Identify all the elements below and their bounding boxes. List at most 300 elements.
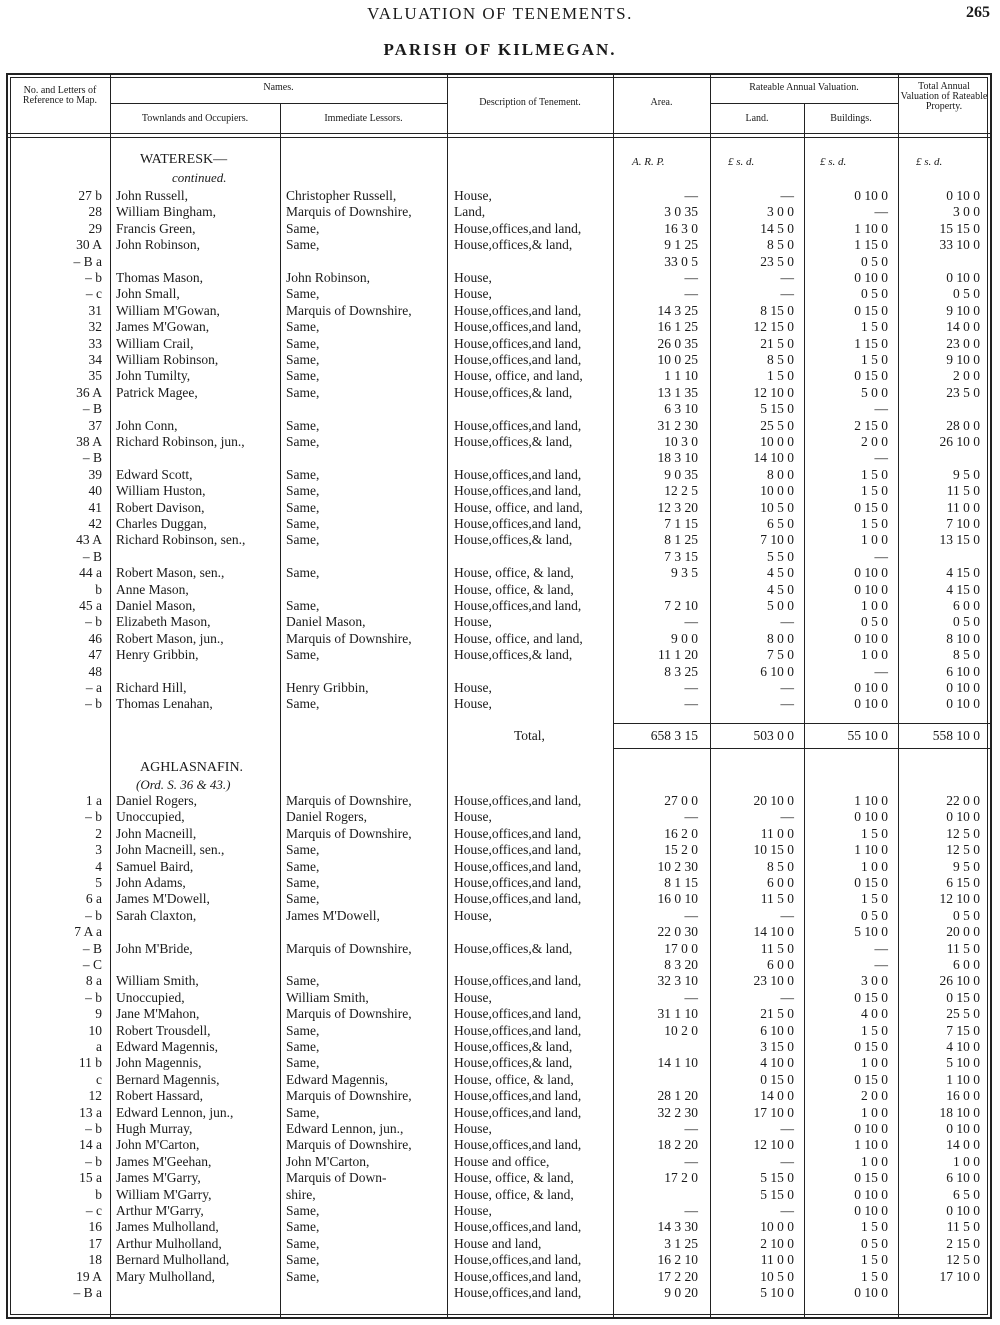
ref-cell: 29 [88,220,102,236]
header-rule [710,103,898,104]
header-rule [110,103,447,104]
ref-cell: 19 A [76,1268,102,1284]
total-cell: 6 0 0 [953,598,980,613]
table-row [8,1187,990,1203]
total-units: £ s. d. [916,156,943,168]
ref-cell: 12 [88,1088,102,1104]
occupier-cell: Hugh Murray, [116,1121,193,1136]
lessor-cell: Same, [286,1104,320,1120]
table-row [8,532,990,548]
occupier-cell: John Russell, [116,188,189,203]
land-cell: — [780,188,794,203]
table-row [8,957,990,973]
lessor-cell: Same, [286,319,320,335]
ref-cell: – b [85,1121,102,1136]
description-cell: House, [454,680,492,695]
total-cell: 23 0 0 [946,335,980,351]
ref-cell: 42 [88,516,102,531]
lessor-cell: Same, [286,1219,320,1235]
area-cell: 16 2 0 [664,825,698,841]
total-cell: 23 5 0 [946,384,980,400]
area-cell: 9 1 25 [664,237,698,253]
land-cell: 8 0 0 [767,630,794,646]
occupier-cell: Edward Magennis, [116,1039,218,1054]
buildings-cell: 1 15 0 [854,237,888,253]
land-cell: 10 0 0 [760,434,794,449]
col-head-ref: No. and Letters of Reference to Map. [22,85,98,106]
land-cell: 5 15 0 [760,1186,794,1202]
description-cell: Land, [454,204,486,220]
occupier-cell: Sarah Claxton, [116,907,197,923]
total-cell: 9 5 0 [953,858,980,874]
table-row [8,908,990,924]
occupier-cell: James M'Gowan, [116,319,210,335]
ref-cell: 35 [88,368,102,384]
total-cell: 9 10 0 [946,352,980,367]
occupier-cell: Richard Robinson, sen., [116,532,246,548]
occupier-cell: Richard Robinson, jun., [116,434,245,449]
total-cell: 4 15 0 [946,581,980,597]
description-cell: House, office, & land, [454,1170,574,1186]
buildings-cell: 1 0 0 [861,647,888,663]
buildings-cell: 0 15 0 [854,1071,888,1087]
area-cell: 10 3 0 [664,434,698,449]
area-cell: 16 1 25 [657,319,698,335]
area-cell: 15 2 0 [664,842,698,858]
ref-cell: – B [82,940,102,956]
buildings-cell: — [874,663,888,679]
occupier-cell: Arthur M'Garry, [116,1203,204,1218]
occupier-cell: Robert Mason, sen., [116,565,225,581]
ref-cell: – B a [73,1285,102,1300]
land-cell: 8 15 0 [760,302,794,318]
ref-cell: b [95,581,102,597]
buildings-cell: 0 10 0 [854,680,888,695]
land-cell: 11 5 0 [760,891,794,907]
buildings-cell: 2 0 0 [861,1088,888,1104]
lessor-cell: Marquis of Downshire, [286,825,412,841]
lessor-cell: Marquis of Downshire, [286,630,412,646]
total-cell: 26 10 0 [939,973,980,989]
land-cell: 11 0 0 [760,825,794,841]
area-cell: 10 2 30 [657,858,698,874]
land-cell: 5 0 0 [767,598,794,613]
description-cell: House, office, & land, [454,565,574,581]
occupier-cell: William Huston, [116,483,206,499]
col-head-area: Area. [650,97,673,108]
table-row [8,450,990,466]
ref-cell: a [96,1039,102,1054]
area-cell: 9 0 20 [664,1285,698,1300]
area-cell: 16 2 10 [657,1252,698,1268]
buildings-cell: 0 15 0 [854,989,888,1005]
lessor-cell: Same, [286,1235,320,1251]
buildings-cell: 0 10 0 [854,270,888,285]
buildings-cell: 0 10 0 [854,630,888,646]
buildings-cell: 1 5 0 [861,825,888,841]
buildings-cell: 0 5 0 [861,286,888,302]
table-row [8,842,990,858]
area-cell: — [684,907,698,923]
buildings-cell: 0 10 0 [854,1121,888,1136]
description-cell: House,offices,and land, [454,220,582,236]
table-row [8,875,990,891]
table-row [8,1170,990,1186]
lessor-cell: Same, [286,598,320,613]
buildings-cell: 1 0 0 [861,598,888,613]
description-cell: House,offices,and land, [454,1006,582,1022]
table-row [8,647,990,663]
land-cell: — [780,809,794,825]
total-cell: 18 10 0 [939,1104,980,1120]
buildings-cell: 0 15 0 [854,1170,888,1186]
total-cell: 5 10 0 [946,1055,980,1071]
lessor-cell: Same, [286,532,320,548]
total-cell: 3 0 0 [953,204,980,220]
area-cell: 28 1 20 [657,1088,698,1104]
table-row [8,352,990,368]
occupier-cell: Edward Lennon, jun., [116,1104,234,1120]
buildings-units: £ s. d. [820,156,847,168]
land-cell: 14 10 0 [753,924,794,940]
description-cell: House,offices,and land, [454,1219,582,1235]
land-cell: 20 10 0 [753,793,794,808]
ref-cell: 33 [88,335,102,351]
description-cell: House,offices,and land, [454,1137,582,1153]
occupier-cell: James M'Garry, [116,1170,201,1186]
area-cell: 10 0 25 [657,352,698,367]
description-cell: House, [454,1121,492,1136]
buildings-cell: 1 5 0 [861,1022,888,1038]
buildings-cell: 1 5 0 [861,1268,888,1284]
table-row [8,1121,990,1137]
total-cell: 0 10 0 [946,696,980,712]
lessor-cell: Same, [286,384,320,400]
area-cell: 8 1 15 [664,875,698,890]
occupier-cell: Edward Scott, [116,466,193,482]
area-cell: 8 3 25 [664,663,698,679]
total-cell: 11 5 0 [946,1219,980,1235]
area-cell: 11 1 20 [658,647,698,663]
total-cell: 4 15 0 [946,565,980,581]
total-cell: 7 15 0 [946,1022,980,1038]
buildings-cell: 1 5 0 [861,516,888,531]
table-row [8,1137,990,1153]
ref-cell: 45 a [79,598,102,613]
lessor-cell: Marquis of Downshire, [286,1137,412,1153]
area-cell: 8 3 20 [664,957,698,972]
table-row [8,500,990,516]
table-row [8,990,990,1006]
occupier-cell: William Bingham, [116,204,216,220]
occupier-cell: John Small, [116,286,180,302]
table-row [8,237,990,253]
buildings-cell: — [874,401,888,417]
description-cell: House,offices,and land, [454,1022,582,1038]
area-cell: 27 0 0 [664,793,698,808]
occupier-cell: James M'Geehan, [116,1153,212,1169]
ref-cell: – b [85,809,102,825]
land-cell: 7 5 0 [767,647,794,663]
buildings-cell: 0 15 0 [854,302,888,318]
area-cell: 7 2 10 [664,598,698,613]
col-head-buildings: Buildings. [830,113,872,124]
land-cell: 5 15 0 [760,1170,794,1186]
ref-cell: 40 [88,483,102,499]
ref-cell: b [95,1186,102,1202]
occupier-cell: Thomas Mason, [116,270,203,285]
buildings-cell: 0 10 0 [854,1203,888,1218]
buildings-cell: 1 0 0 [861,858,888,874]
occupier-cell: Robert Hassard, [116,1088,203,1104]
page-title: VALUATION OF TENEMENTS. [367,4,633,23]
area-cell: 9 3 5 [671,565,698,581]
occupier-cell: Charles Duggan, [116,516,207,531]
area-cell: 7 3 15 [664,548,698,564]
area-cell: 3 1 25 [664,1235,698,1251]
total-cell: 17 10 0 [939,1268,980,1284]
ref-cell: 10 [88,1022,102,1038]
land-cell: 25 5 0 [760,417,794,433]
description-cell: House,offices,and land, [454,319,582,335]
total-cell: 12 5 0 [946,825,980,841]
buildings-cell: 1 10 0 [854,1137,888,1153]
table-row [8,418,990,434]
lessor-cell: Same, [286,891,320,907]
buildings-cell: 0 10 0 [854,809,888,825]
total-area: 658 3 15 [650,728,698,743]
description-cell: House,offices,& land, [454,647,573,663]
ref-cell: 43 A [76,532,102,548]
lessor-cell: Same, [286,1252,320,1268]
total-cell: 12 5 0 [946,1252,980,1268]
ref-cell: – b [85,1153,102,1169]
lessor-cell: Same, [286,875,320,890]
land-cell: 14 10 0 [753,450,794,466]
header-rule [8,137,990,138]
page-number: 265 [966,4,990,21]
total-label: Total, [514,728,545,743]
land-cell: 10 5 0 [760,499,794,515]
table-row [8,434,990,450]
table-row [8,809,990,825]
total-cell: 6 5 0 [953,1186,980,1202]
lessor-cell: Marquis of Downshire, [286,1088,412,1104]
occupier-cell: John Conn, [116,417,178,433]
occupier-cell: John Robinson, [116,237,201,253]
total-cell: 6 10 0 [946,663,980,679]
lessor-cell: Marquis of Downshire, [286,204,412,220]
table-row [8,467,990,483]
total-cell: 0 10 0 [946,1121,980,1136]
land-cell: 14 5 0 [760,220,794,236]
header-rule [8,133,990,134]
total-cell: 2 15 0 [946,1235,980,1251]
area-cell: — [684,270,698,285]
area-cell: 8 1 25 [664,532,698,548]
description-cell: House,offices,and land, [454,417,582,433]
lessor-cell: Marquis of Downshire, [286,302,412,318]
description-cell: House, [454,809,492,825]
land-cell: 5 15 0 [760,401,794,417]
land-cell: 4 10 0 [760,1055,794,1071]
land-cell: 11 5 0 [760,940,794,956]
area-cell: 1 1 10 [664,368,698,384]
lessor-cell: Same, [286,1203,320,1218]
table-row [8,826,990,842]
land-cell: 8 5 0 [767,237,794,253]
area-cell: 32 2 30 [657,1104,698,1120]
ref-cell: – a [85,680,102,695]
land-cell: — [780,286,794,302]
occupier-cell: Unoccupied, [116,989,185,1005]
lessor-cell: William Smith, [286,989,369,1005]
col-head-total: Total Annual Valuation of Rateable Property. [900,81,988,112]
description-cell: House and land, [454,1235,542,1251]
lessor-cell: Same, [286,335,320,351]
description-cell: House,offices,and land, [454,793,582,808]
lessor-cell: Marquis of Downshire, [286,793,412,808]
col-head-names: Names. [263,82,294,93]
total-cell: 14 0 0 [946,1137,980,1153]
area-cell: — [684,989,698,1005]
table-row [8,401,990,417]
table-row [8,793,990,809]
total-cell: 33 10 0 [939,237,980,253]
land-cell: 8 5 0 [767,352,794,367]
buildings-cell: 1 0 0 [861,1104,888,1120]
description-cell: House,offices,and land, [454,973,582,989]
table-row [8,680,990,696]
description-cell: House,offices,& land, [454,384,573,400]
land-cell: 12 10 0 [753,384,794,400]
buildings-cell: 1 10 0 [854,842,888,858]
occupier-cell: John Magennis, [116,1055,202,1071]
lessor-cell: Marquis of Downshire, [286,1006,412,1022]
buildings-cell: 0 5 0 [861,253,888,269]
lessor-cell: Same, [286,1055,320,1071]
land-cell: 5 10 0 [760,1285,794,1300]
area-cell: 7 1 15 [664,516,698,531]
occupier-cell: James Mulholland, [116,1219,219,1235]
occupier-cell: Thomas Lenahan, [116,696,213,712]
table-row [8,696,990,712]
area-cell: 12 2 5 [664,483,698,499]
total-cell: 15 15 0 [939,220,980,236]
table-row [8,254,990,270]
ref-cell: c [96,1071,102,1087]
land-cell: 6 10 0 [760,663,794,679]
area-cell: 10 2 0 [664,1022,698,1038]
total-cell: 2 0 0 [953,368,980,384]
total-cell: 25 5 0 [946,1006,980,1022]
buildings-cell: 0 15 0 [854,499,888,515]
ref-cell: 5 [95,875,102,890]
buildings-cell: 1 0 0 [861,1153,888,1169]
total-cell: 20 0 0 [946,924,980,940]
col-head-rateable: Rateable Annual Valuation. [749,82,859,93]
occupier-cell: John Macneill, sen., [116,842,225,858]
total-rule [613,748,990,749]
ref-cell: – B [82,401,102,417]
ref-cell: – b [85,989,102,1005]
total-cell: 9 10 0 [946,302,980,318]
total-cell: 8 10 0 [946,630,980,646]
description-cell: House,offices,and land, [454,1088,582,1104]
buildings-cell: 1 5 0 [861,1252,888,1268]
area-cell: 14 3 30 [657,1219,698,1235]
area-cell: 17 2 0 [664,1170,698,1186]
occupier-cell: Arthur Mulholland, [116,1235,222,1251]
buildings-cell: 0 5 0 [861,1235,888,1251]
total-cell: 7 10 0 [946,516,980,531]
table-row [8,1105,990,1121]
description-cell: House, [454,188,492,203]
land-cell: 23 5 0 [760,253,794,269]
table-row [8,319,990,335]
description-cell: House,offices,and land, [454,891,582,907]
area-cell: — [684,1203,698,1218]
total-cell: 0 10 0 [946,270,980,285]
table-row [8,1072,990,1088]
occupier-cell: John M'Carton, [116,1137,200,1153]
ref-cell: 48 [88,663,102,679]
area-cell: 3 0 35 [664,204,698,220]
total-cell: 0 10 0 [946,1203,980,1218]
table-row [8,286,990,302]
buildings-cell: 1 10 0 [854,793,888,808]
table-row [8,516,990,532]
area-cell: 16 3 0 [664,220,698,236]
area-cell: 17 0 0 [664,940,698,956]
buildings-cell: 0 10 0 [854,188,888,203]
area-cell: 17 2 20 [657,1268,698,1284]
section-subtitle: (Ord. S. 36 & 43.) [136,777,231,792]
description-cell: House, [454,614,492,630]
description-cell: House,offices,and land, [454,825,582,841]
lessor-cell: Same, [286,516,320,531]
lessor-cell: Same, [286,352,320,367]
occupier-cell: John Tumilty, [116,368,191,384]
table-row [8,385,990,401]
land-cell: 3 15 0 [760,1039,794,1054]
land-cell: 0 15 0 [760,1071,794,1087]
buildings-cell: 0 15 0 [854,1039,888,1054]
area-cell: 16 0 10 [657,891,698,907]
occupier-cell: Samuel Baird, [116,858,194,874]
land-cell: — [780,907,794,923]
table-row [8,941,990,957]
land-cell: 17 10 0 [753,1104,794,1120]
table-row [8,188,990,204]
ref-cell: 37 [88,417,102,433]
area-cell: 9 0 35 [664,466,698,482]
total-cell: 28 0 0 [946,417,980,433]
occupier-cell: Daniel Rogers, [116,793,197,808]
land-cell: — [780,696,794,712]
description-cell: House, office, & land, [454,1186,574,1202]
table-row [8,859,990,875]
section-total-row [8,728,990,744]
ref-cell: – B [82,450,102,466]
land-cell: 5 5 0 [767,548,794,564]
occupier-cell: Robert Trousdell, [116,1022,211,1038]
buildings-cell: 0 10 0 [854,565,888,581]
buildings-cell: 5 10 0 [854,924,888,940]
ref-cell: 34 [88,352,102,367]
lessor-cell: Same, [286,858,320,874]
total-rule [613,723,990,724]
